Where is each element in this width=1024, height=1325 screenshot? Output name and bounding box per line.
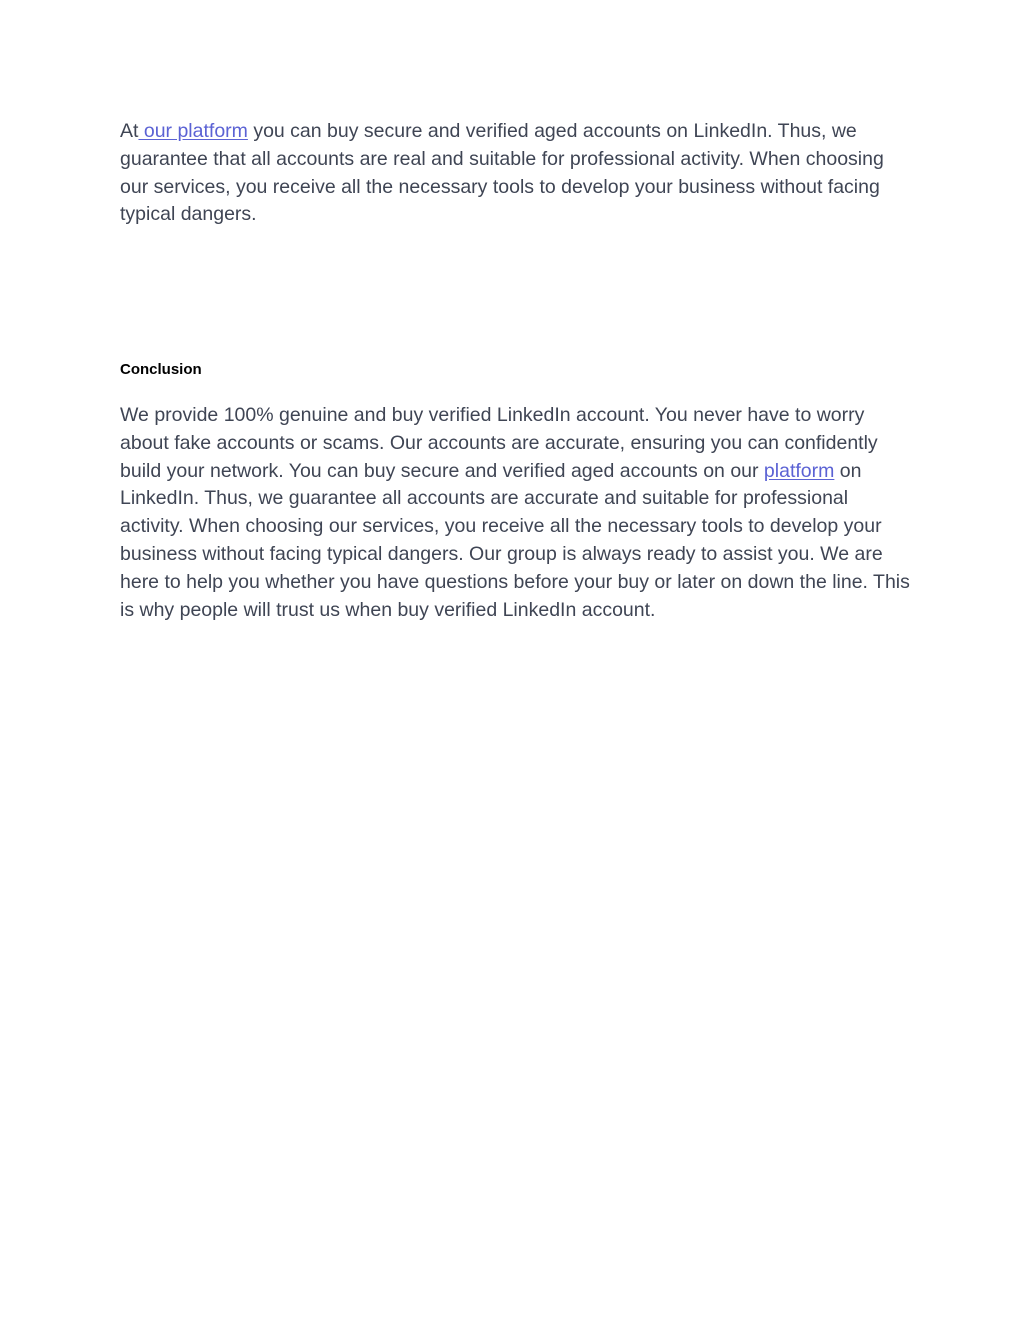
intro-prefix: At bbox=[120, 120, 139, 142]
intro-paragraph bbox=[120, 118, 910, 229]
intro-suffix: you can buy secure and verified aged accounts on LinkedIn. Thus, we guarantee that all accounts are real and suitable for professional activity. When choosing our services, you receive all the necessary tools to develop your business without facing typical dangers. bbox=[120, 120, 884, 226]
our-platform-link[interactable]: our platform bbox=[138, 120, 248, 142]
platform-link[interactable]: platform bbox=[763, 459, 835, 482]
conclusion-paragraph bbox=[120, 402, 910, 624]
conclusion-text-before-link: We provide 100% genuine and buy verified LinkedIn account. You never have to worry about fake accounts or scams. Our accounts are accurate, ensuring you can confidently build your network. You can buy secure and verified aged accounts on our bbox=[120, 404, 878, 482]
conclusion-text-after-link: on LinkedIn. Thus, we guarantee all accounts are accurate and suitable for professional activity. When choosing our services, you receive all the necessary tools to develop your business without facing typical dangers. Our group is always ready to assist you. We are here to help you whether you have questions before your buy or later on down the line. This is why people will trust us when buy verified LinkedIn account. bbox=[120, 459, 910, 621]
conclusion-heading: Conclusion bbox=[120, 361, 202, 378]
